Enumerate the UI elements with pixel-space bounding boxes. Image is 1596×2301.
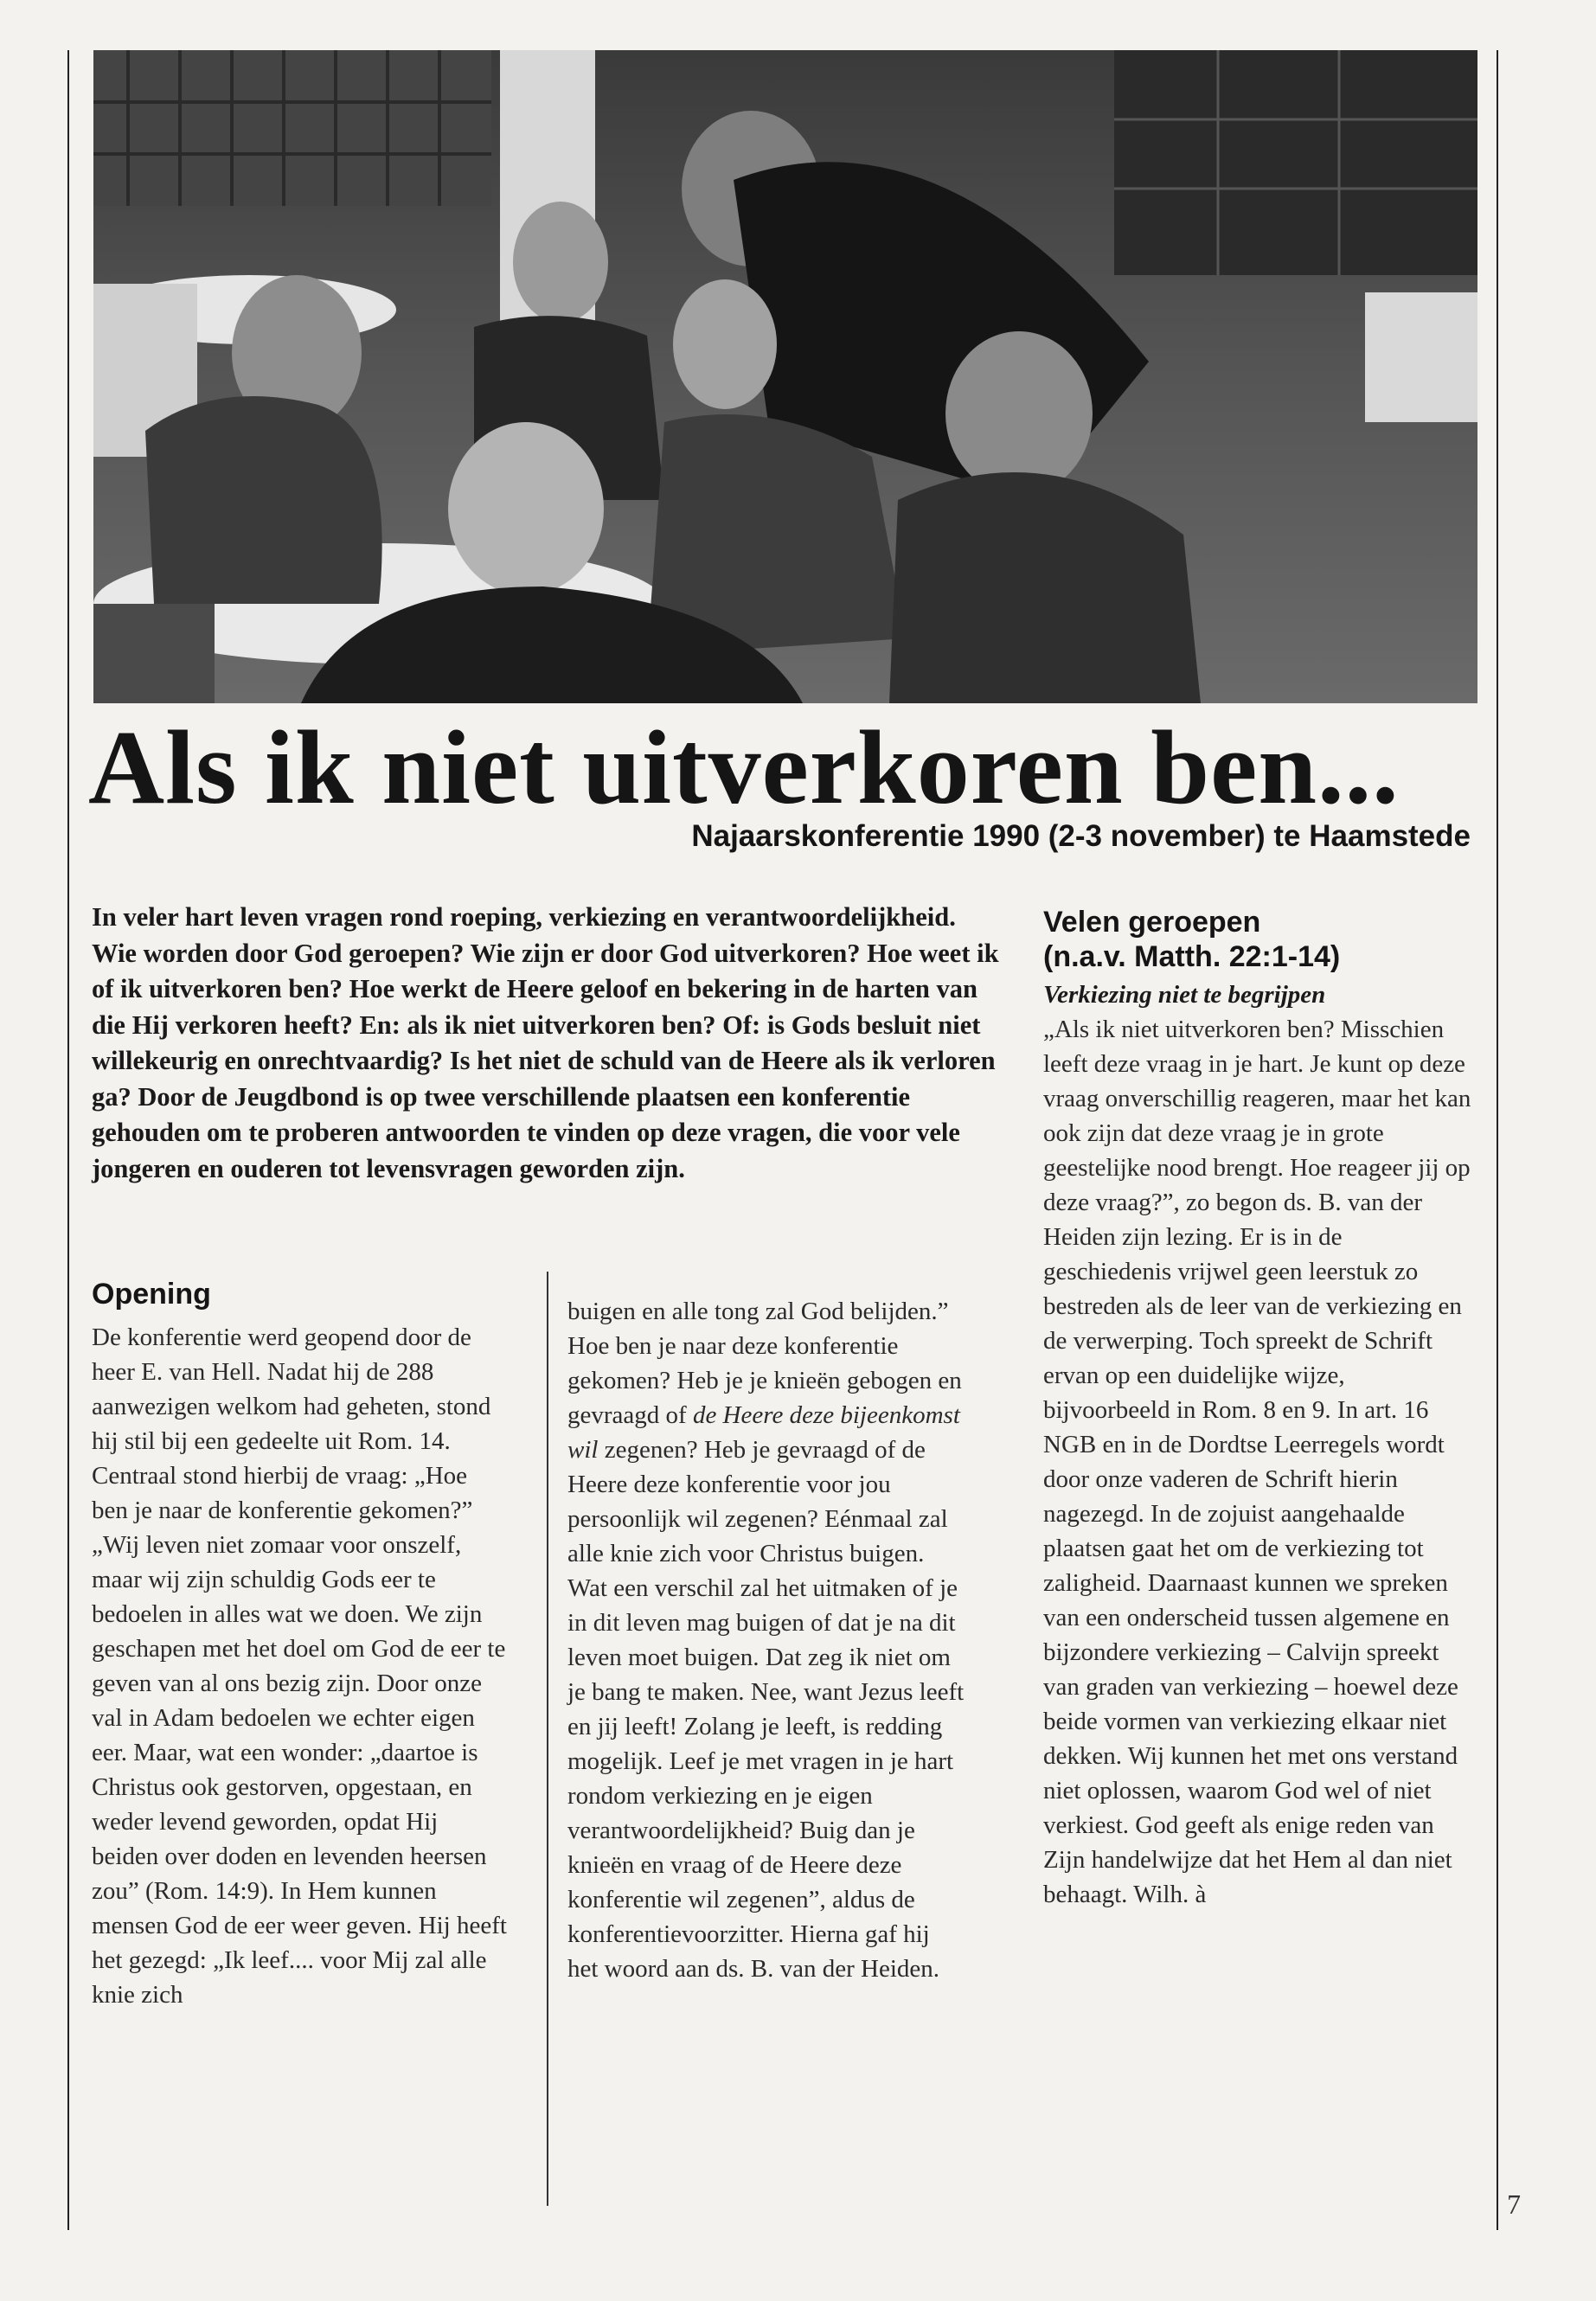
conference-photo [93, 50, 1477, 703]
article-subheadline: Najaarskonferentie 1990 (2-3 november) te Haamstede [691, 819, 1471, 853]
page-border-right [1497, 50, 1498, 2230]
section-heading-line2: (n.a.v. Matth. 22:1-14) [1043, 940, 1341, 973]
column-opening [92, 1277, 507, 2012]
article-intro: In veler hart leven vragen rond roeping, verkiezing en verantwoordelijkheid. Wie worden door God geroepen? Wie zijn er door God uitverkoren? Hoe weet ik of ik uitverkoren ben? Hoe werkt de Heere geloof en bekering in de harten van die Hij verkoren heeft? En: als ik niet uitverkoren ben? Of: is Gods besluit niet willekeurig en onrechtvaardig? Is het niet de schuld van de Heere als ik verloren ga? Door de Jeugdbond is op twee verschillende plaatsen een konferentie gehouden om te proberen antwoorden te vinden op deze vragen, die voor vele jongeren en ouderen tot levensvragen geworden zijn. [92, 902, 999, 1183]
opening-continued-part2: zegenen? Heb je gevraagd of de Heere deze konferentie voor jou persoonlijk wil zegenen? Eénmaal zal alle knie zich voor Christus buigen. Wat een verschil zal het uitmaken of je in dit leven mag buigen of dat je na dit leven moet buigen. Dat zeg ik niet om je bang te maken. Nee, want Jezus leeft en jij leeft! Zolang je leeft, is redding mogelijk. Leef je met vragen in je hart rondom verkiezing en je eigen verantwoordelijkheid? Buig dan je knieën en vraag of de Heere deze konferentie wil zegenen”, aldus de konferentievoorzitter. Hierna gaf hij het woord aan ds. B. van der Heiden. [567, 1436, 965, 1983]
page-border-left [67, 50, 69, 2230]
article-headline: Als ik niet uitverkoren ben... [88, 709, 1400, 826]
section-heading-velen-geroepen [1043, 905, 1476, 974]
column-divider [547, 1272, 548, 2206]
column-opening-continued [567, 1294, 965, 1986]
opening-text: De konferentie werd geopend door de heer E. van Hell. Nadat hij de 288 aanwezigen welkom had geheten, stond hij stil bij een gedeelte uit Rom. 14. Centraal stond hierbij de vraag: „Hoe ben je naar de konferentie gekomen?” „Wij leven niet zomaar voor onszelf, maar wij zijn schuldig Gods eer te bedoelen in alles wat we doen. We zijn geschapen met het doel om God de eer te geven van al ons bezig zijn. Door onze val in Adam bedoelen we echter eigen eer. Maar, wat een wonder: „daartoe is Christus ook gestorven, opgestaan, en weder levend geworden, opdat Hij beiden over doden en levenden heersen zou” (Rom. 14:9). In Hem kunnen mensen God de eer weer geven. Hij heeft het gezegd: „Ik leef.... voor Mij zal alle knie zich [92, 1324, 507, 2009]
page-number: 7 [1507, 2189, 1521, 2220]
opening-continued-part1: buigen en alle tong zal God belijden.” Hoe ben je naar deze konferentie gekomen? Heb je je knieën gebogen en gevraagd of [567, 1298, 962, 1429]
conference-photo-illustration [93, 50, 1477, 703]
opening-continued-italic: de Heere deze bijeenkomst wil [567, 1401, 960, 1464]
section-subheading: Verkiezing niet te begrijpen [1043, 981, 1326, 1009]
section-heading-opening: Opening [92, 1278, 211, 1311]
velen-geroepen-text: „Als ik niet uitverkoren ben? Misschien leeft deze vraag in je hart. Je kunt op deze vraag onverschillig reageren, maar het kan ook zijn dat deze vraag je in grote geestelijke nood brengt. Hoe reageer jij op deze vraag?”, zo begon ds. B. van der Heiden zijn lezing. Er is in de geschiedenis vrijwel geen leerstuk zo bestreden als de leer van de verkiezing en de verwerping. Toch spreekt de Schrift ervan op een duidelijke wijze, bijvoorbeeld in Rom. 8 en 9. In art. 16 NGB en in de Dordtse Leerregels wordt door onze vaderen de Schrift hierin nagezegd. In de zojuist aangehaalde plaatsen gaat het om de verkiezing tot zaligheid. Daarnaast kunnen we spreken van een onderscheid tussen algemene en bijzondere verkiezing – Calvijn spreekt van graden van verkiezing – hoewel deze beide vormen van verkiezing elkaar niet dekken. Wij kunnen het met ons verstand niet oplossen, waarom God wel of niet verkiest. God geeft als enige reden van Zijn handelwijze dat het Hem al dan niet behaagt. Wilh. à [1043, 1016, 1471, 1908]
section-heading-line1: Velen geroepen [1043, 906, 1261, 939]
column-velen-geroepen [1043, 905, 1476, 1912]
opening-continued-text [567, 1294, 965, 1986]
